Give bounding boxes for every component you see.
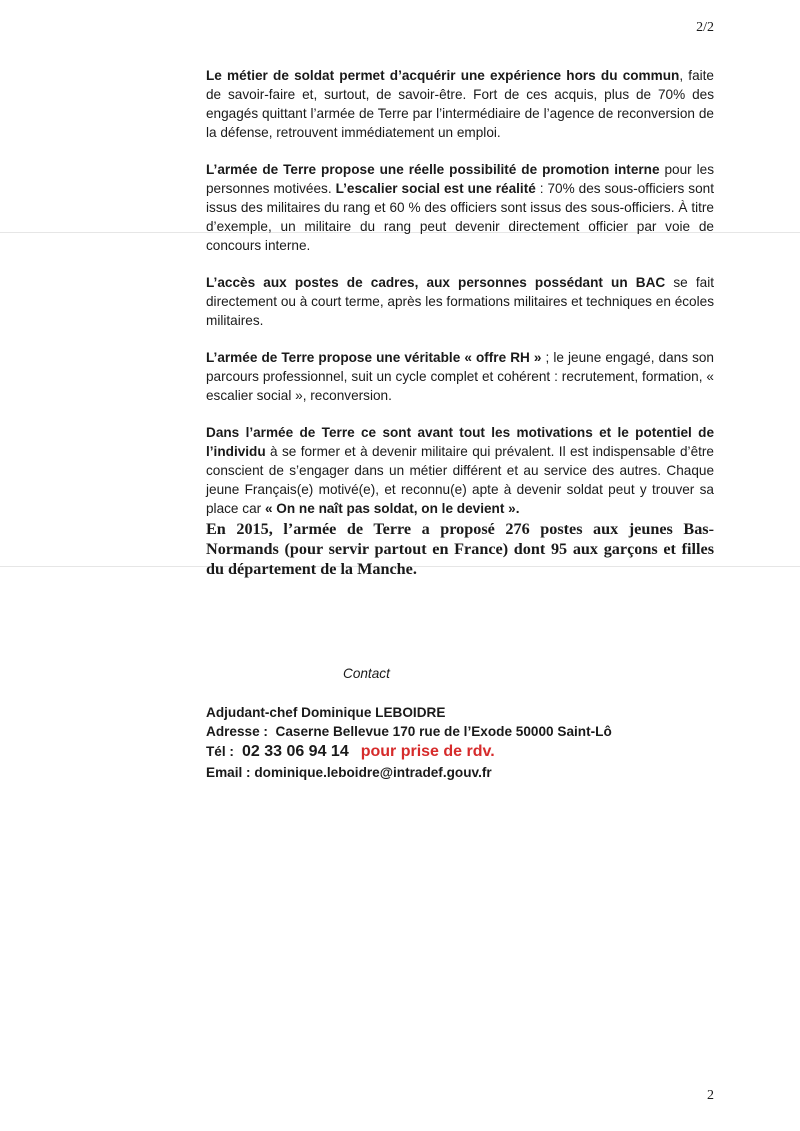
paragraph-offre-rh: [206, 348, 714, 405]
appointment-note: pour prise de rdv.: [360, 743, 495, 760]
body-text: [206, 66, 714, 536]
paragraph-motivations: [206, 423, 714, 518]
bold-mid: L’escalier social est une réalité: [335, 181, 536, 196]
contact-email: [206, 763, 706, 782]
highlight-statement: En 2015, l’armée de Terre a proposé 276 postes aux jeunes Bas-Normands (pour servir partout en France) dont 95 aux garçons et filles du département de la Manche.: [206, 520, 714, 578]
paragraph-promotion: [206, 160, 714, 255]
contact-heading: Contact: [343, 666, 390, 681]
phone-label: Tél :: [206, 744, 234, 759]
page-indicator: 2/2: [696, 20, 714, 35]
email-address[interactable]: dominique.leboidre@intradef.gouv.fr: [254, 765, 492, 780]
contact-address: [206, 722, 706, 741]
bold-lead: L’accès aux postes de cadres, aux personnes possédant un BAC: [206, 275, 666, 290]
bold-quote: « On ne naît pas soldat, on le devient ».: [264, 501, 520, 516]
paragraph-text: pour les personnes motivées.: [206, 162, 714, 196]
paragraph-text: se fait directement ou à court terme, après les formations militaires et techniques en écoles militaires.: [206, 275, 715, 328]
bold-lead: Le métier de soldat permet d’acquérir une expérience hors du commun: [206, 68, 680, 83]
page-number: 2: [707, 1088, 714, 1103]
phone-number[interactable]: 02 33 06 94 14: [241, 743, 349, 760]
bold-lead: Dans l’armée de Terre ce sont avant tout les motivations et le potentiel de l’individu: [206, 425, 714, 459]
contact-phone: [206, 741, 706, 763]
address-value: Caserne Bellevue 170 rue de l’Exode 50000 Saint-Lô: [275, 724, 612, 739]
paragraph-text: : 70% des sous-officiers sont issus des militaires du rang et 60 % des officiers sont issus des sous-officiers. À titre d’exemple, un militaire du rang peut devenir directement officier par voie de concours interne.: [206, 181, 714, 253]
paragraph-text: à se former et à devenir militaire qui prévalent. Il est indispensable d’être conscient de s’engager dans un métier différent et au service des autres. Chaque jeune Français(e) motivé(e), et reconnu(e) apte à devenir soldat peut y trouver sa place car: [206, 444, 714, 516]
address-label: Adresse :: [206, 724, 268, 739]
contact-name: Adjudant-chef Dominique LEBOIDRE: [206, 705, 446, 720]
paragraph-cadres: [206, 273, 714, 330]
contact-block: [206, 703, 706, 782]
email-label: Email :: [206, 765, 251, 780]
bold-lead: L’armée de Terre propose une réelle possibilité de promotion interne: [206, 162, 660, 177]
bold-lead: L’armée de Terre propose une véritable « offre RH »: [206, 350, 542, 365]
paragraph-text: ; le jeune engagé, dans son parcours professionnel, suit un cycle complet et cohérent : recrutement, formation, « escalier social », reconversion.: [206, 350, 714, 403]
paragraph-experience: [206, 66, 714, 142]
paragraph-text: , faite de savoir-faire et, surtout, de savoir-être. Fort de ces acquis, plus de 70% des engagés quittant l’armée de Terre par l’intermédiaire de l’agence de reconversion de la défense, retrouvent immédiatement un emploi.: [206, 68, 714, 140]
